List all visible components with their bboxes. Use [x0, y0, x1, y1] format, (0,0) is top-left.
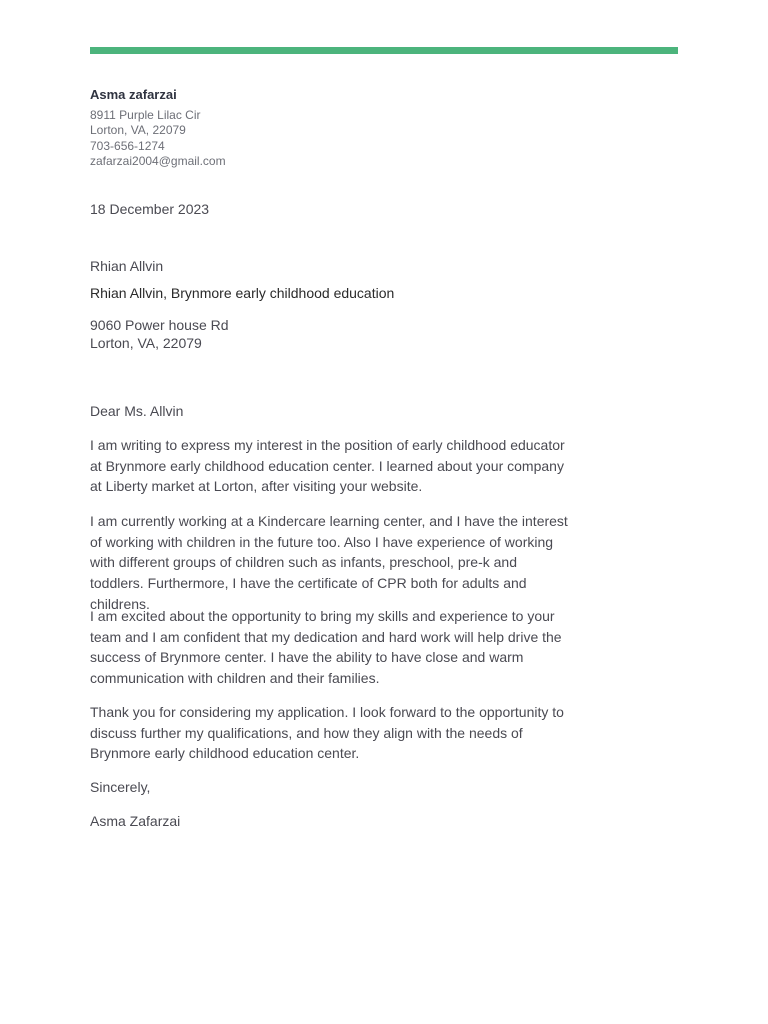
sender-phone: 703-656-1274	[90, 139, 165, 153]
salutation: Dear Ms. Allvin	[90, 403, 184, 419]
sender-street: 8911 Purple Lilac Cir	[90, 108, 201, 122]
closing: Sincerely,	[90, 779, 151, 795]
recipient-name: Rhian Allvin	[90, 258, 164, 274]
body-paragraph: I am excited about the opportunity to bring my skills and experience to your team and I am confident that my dedication and hard work will help drive the success of Brynmore center. I have the ability to have close and warm communication with children and their families.	[90, 608, 562, 687]
body-paragraph: Thank you for considering my application. I look forward to the opportunity to discuss further my qualifications, and how they align with the needs of Brynmore early childhood education center.	[90, 704, 564, 762]
letter-date: 18 December 2023	[90, 201, 210, 217]
signature-name: Asma Zafarzai	[90, 813, 181, 829]
sender-name: Asma zafarzai	[90, 87, 177, 102]
recipient-company: Rhian Allvin, Brynmore early childhood education	[90, 285, 395, 301]
header-accent-bar	[90, 47, 678, 54]
sender-email: zafarzai2004@gmail.com	[90, 154, 226, 168]
recipient-city: Lorton, VA, 22079	[90, 335, 202, 351]
body-paragraph: I am currently working at a Kindercare learning center, and I have the interest of working with children in the future too. Also I have experience of working with different groups of children such as infants, preschool, pre-k and toddlers. Furthermore, I have the certificate of CPR both for adults and childrens.	[90, 513, 568, 612]
sender-city: Lorton, VA, 22079	[90, 123, 186, 137]
body-paragraph: I am writing to express my interest in the position of early childhood educator at Brynmore early childhood education center. I learned about your company at Liberty market at Lorton, after visiting your website.	[90, 437, 565, 495]
recipient-street: 9060 Power house Rd	[90, 317, 229, 333]
